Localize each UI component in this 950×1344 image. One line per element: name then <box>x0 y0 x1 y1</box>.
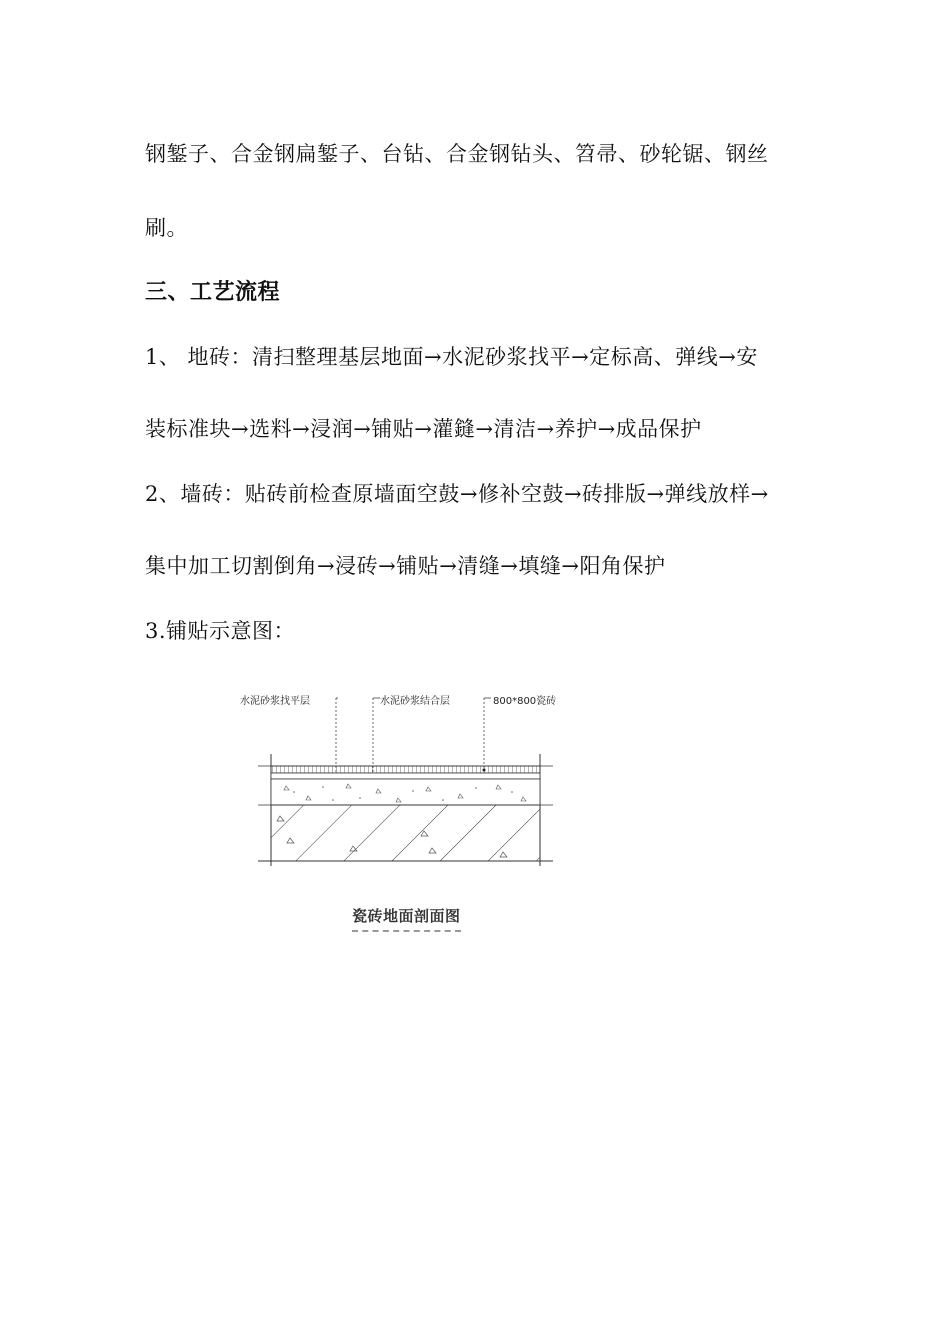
floor-tile-process-line1: 1、 地砖：清扫整理基层地面→水泥砂浆找平→定标高、弹线→安 <box>145 345 758 369</box>
tile-floor-section-diagram <box>228 688 568 873</box>
wall-tile-process-line1: 2、墙砖：贴砖前检查原墙面空鼓→修补空鼓→砖排版→弹线放样→ <box>145 482 769 506</box>
section-heading: 三、工艺流程 <box>145 280 281 305</box>
bonding-layer <box>271 773 540 779</box>
tile-layer <box>271 766 540 773</box>
diagram-intro: 3.铺贴示意图： <box>145 619 296 643</box>
leveling-layer <box>271 779 540 805</box>
tools-text-line1: 钢錾子、合金钢扁錾子、台钻、合金钢钻头、笤帚、砂轮锯、钢丝 <box>145 142 769 166</box>
concrete-slab <box>271 805 540 861</box>
figure-caption: 瓷砖地面剖面图 <box>352 905 461 932</box>
wall-tile-process-line2: 集中加工切割倒角→浸砖→铺贴→清缝→填缝→阳角保护 <box>145 554 666 578</box>
label-tile: 800*800瓷砖 <box>493 696 557 707</box>
floor-tile-process-line2: 装标准块→选料→浸润→铺贴→灌鏠→清洁→养护→成品保护 <box>145 417 702 441</box>
tools-text-line2: 刷。 <box>145 216 188 240</box>
label-bonding-layer: 水泥砂浆结合层 <box>380 696 450 707</box>
label-leveling-layer: 水泥砂浆找平层 <box>240 696 310 707</box>
